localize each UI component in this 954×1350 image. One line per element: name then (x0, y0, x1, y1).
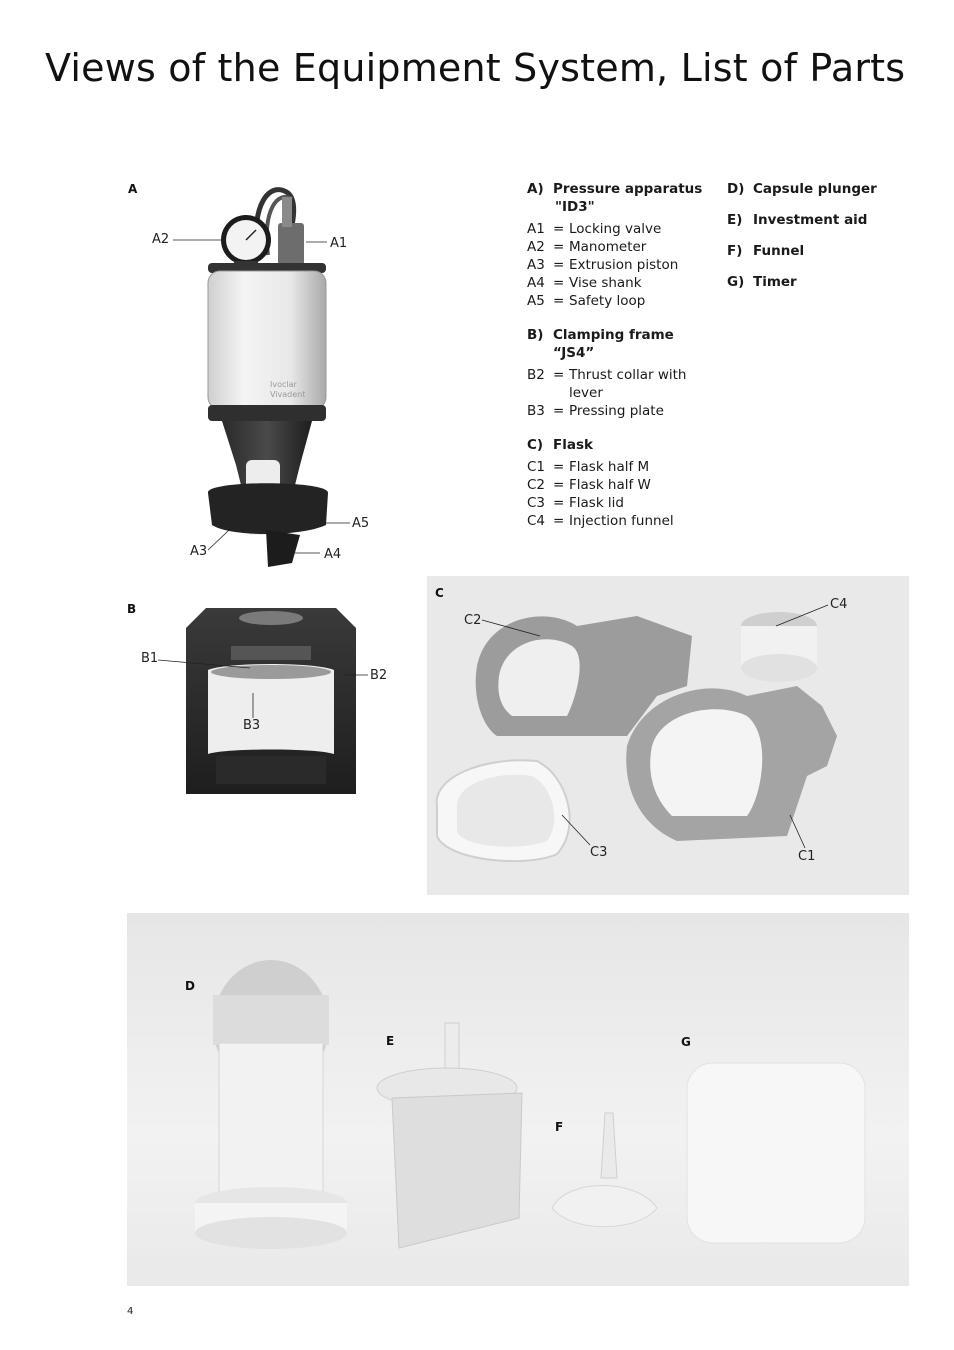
page-title: Views of the Equipment System, List of Parts (45, 46, 906, 90)
group-c-title: Flask (553, 437, 593, 453)
figure-e-label: E (386, 1034, 395, 1048)
callout-a1: A1 (330, 236, 348, 251)
part-code: C2 (527, 477, 546, 493)
group-f-title: Funnel (753, 243, 805, 259)
group-g-title: Timer (753, 274, 797, 290)
group-a-key: A) (527, 181, 544, 197)
callout-c4: C4 (830, 597, 848, 612)
figure-g-label: G (681, 1035, 691, 1049)
figure-d-label: D (185, 979, 195, 993)
accessories-image (127, 913, 909, 1286)
accessories-photo (127, 913, 909, 1286)
part-eq: = (553, 459, 565, 475)
group-c-key: C) (527, 437, 544, 453)
callout-a3: A3 (190, 544, 208, 559)
part-eq: = (553, 239, 565, 255)
group-e-key: E) (727, 212, 743, 228)
callout-b2: B2 (370, 668, 388, 683)
logo-line-1: Ivoclar (270, 380, 297, 389)
part-eq: = (553, 275, 565, 291)
part-code: C3 (527, 495, 546, 511)
part-name: Vise shank (569, 275, 642, 291)
callout-b3: B3 (243, 718, 261, 733)
part-name: Safety loop (569, 293, 646, 309)
part-code: C4 (527, 513, 546, 529)
part-code: B3 (527, 403, 545, 419)
part-name: Injection funnel (569, 513, 674, 529)
part-eq: = (553, 257, 565, 273)
group-a-title-line1: Pressure apparatus (553, 181, 703, 197)
part-name: Extrusion piston (569, 257, 679, 273)
part-name: Flask half M (569, 459, 650, 475)
callout-c1: C1 (798, 849, 816, 864)
figure-b-label: B (127, 602, 137, 616)
group-f-key: F) (727, 243, 743, 259)
group-b-title: Clamping frame “JS4” (553, 327, 674, 361)
callout-b1: B1 (141, 651, 159, 666)
part-name: Flask lid (569, 495, 625, 511)
group-g-key: G) (727, 274, 745, 290)
group-d-title: Capsule plunger (753, 181, 877, 197)
part-name: Pressing plate (569, 403, 664, 419)
part-eq: = (553, 221, 565, 237)
part-name: Locking valve (569, 221, 662, 237)
callout-c2: C2 (464, 613, 482, 628)
part-code: B2 (527, 367, 545, 383)
part-code: A3 (527, 257, 545, 273)
part-eq: = (553, 403, 565, 419)
part-code: C1 (527, 459, 546, 475)
group-a-title-line2: "ID3" (555, 199, 595, 215)
figure-c-label: C (435, 586, 444, 600)
figure-a-label: A (128, 182, 138, 196)
part-code: A1 (527, 221, 545, 237)
group-d-key: D) (727, 181, 745, 197)
part-name: Thrust collar with lever (569, 367, 687, 401)
part-name: Manometer (569, 239, 647, 255)
callout-a4: A4 (324, 547, 342, 562)
part-eq: = (553, 477, 565, 493)
part-eq: = (553, 495, 565, 511)
callout-a5: A5 (352, 516, 370, 531)
logo-line-2: Vivadent (270, 390, 306, 399)
part-code: A5 (527, 293, 545, 309)
callout-a2: A2 (152, 232, 170, 247)
group-e-title: Investment aid (753, 212, 868, 228)
part-eq: = (553, 293, 565, 309)
part-eq: = (553, 367, 565, 383)
page-number: 4 (127, 1306, 134, 1317)
part-code: A2 (527, 239, 545, 255)
part-eq: = (553, 513, 565, 529)
callout-c3: C3 (590, 845, 608, 860)
part-code: A4 (527, 275, 545, 291)
figure-f-label: F (555, 1120, 564, 1134)
part-name: Flask half W (569, 477, 651, 493)
group-b-key: B) (527, 327, 544, 343)
